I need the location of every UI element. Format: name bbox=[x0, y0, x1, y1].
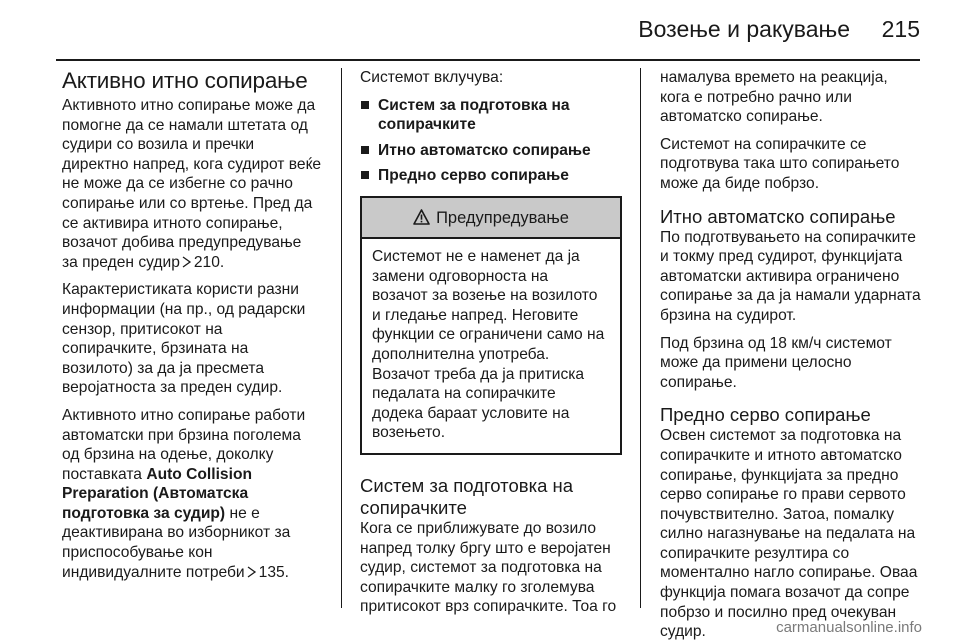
bullet-square-icon bbox=[361, 171, 369, 179]
list-item-label: Итно автоматско сопирање bbox=[378, 141, 591, 159]
warning-triangle-icon bbox=[413, 209, 430, 225]
page-reference-icon bbox=[181, 256, 192, 268]
column-right bbox=[660, 68, 926, 642]
paragraph: Карактеристиката користи разни информации (на пр., од радарски сензор, притисокот на сопирачките, брзината на возилото) за да ја пресмета веројатноста за преден судир. bbox=[62, 281, 306, 397]
bullet-square-icon bbox=[361, 101, 369, 109]
subsection-title: Итно автоматско сопирање bbox=[660, 205, 896, 227]
column-left bbox=[62, 68, 328, 590]
paragraph-text: Активното итно сопирање работи автоматски при брзина поголема од брзина на одење, доколку поставката bbox=[62, 406, 306, 483]
paragraph bbox=[62, 406, 328, 582]
warning-title: Предупредување bbox=[436, 208, 569, 227]
watermark: carmanualsonline.info bbox=[776, 619, 922, 636]
column-middle bbox=[360, 68, 628, 625]
column-divider bbox=[640, 68, 641, 608]
warning-header bbox=[362, 198, 620, 239]
paragraph: Возачот треба да ја притиска педалата на сопирачките додека бараат условите на возењето. bbox=[372, 365, 585, 442]
list-item-label: Систем за подготовка на сопирачките bbox=[378, 96, 570, 134]
page-header bbox=[0, 0, 960, 62]
running-title: Возење и ракување bbox=[638, 16, 850, 42]
header-rule bbox=[56, 59, 920, 61]
subsection-title: Предно серво сопирање bbox=[660, 404, 871, 426]
paragraph: Под брзина од 18 км/ч системот може да примени целосно сопирање. bbox=[660, 334, 892, 391]
list-item bbox=[360, 96, 628, 135]
list-item bbox=[360, 166, 628, 186]
page-reference[interactable]: 135. bbox=[258, 563, 289, 581]
paragraph: Кога се приближувате до возило напред толку бргу што е веројатен судир, системот за подготовка на сопирачките малку го зголемува притисокот врз сопирачките. Тоа го bbox=[360, 519, 617, 616]
paragraph-text: не е деактивирана во изборникот за приспособување кон индивидуалните потреби bbox=[62, 504, 291, 581]
bullet-square-icon bbox=[361, 146, 369, 154]
warning-box bbox=[360, 196, 622, 455]
paragraph-text: Активното итно сопирање може да помогне да се намали штетата од судири со возила и пречки директно напред, кога судирот веќе не може да се избегне со рачно сопирање или со вртење. Пред да се активира итното сопирање, возачот добива предупредување за преден судир bbox=[62, 97, 322, 271]
list-item bbox=[360, 141, 628, 161]
paragraph: Системот не е наменет да ја замени одговорноста на возачот за возење на возилото и гледање напред. Неговите функции се ограничени само на дополнителна употреба. bbox=[372, 247, 605, 363]
setting-name: Auto Collision Preparation (Автоматска подготовка за судир) bbox=[62, 465, 252, 522]
page-reference-icon bbox=[246, 566, 257, 578]
feature-list bbox=[360, 96, 628, 186]
page-reference[interactable]: 210. bbox=[193, 253, 225, 271]
column-divider bbox=[341, 68, 342, 608]
list-item-label: Предно серво сопирање bbox=[378, 167, 569, 185]
paragraph: Системот на сопирачките се подготвува така што сопирањето може да биде побрзо. bbox=[660, 135, 900, 192]
warning-body bbox=[362, 239, 620, 453]
subsection-title: Систем за подготовка на сопирачките bbox=[360, 474, 574, 518]
paragraph bbox=[62, 96, 328, 272]
paragraph: намалува времето на реакција, кога е потребно рачно или автоматско сопирање. bbox=[660, 69, 888, 126]
paragraph: Освен системот за подготовка на сопирачките и итното автоматско сопирање, функцијата за предно серво сопирање го прави сервото почувствително. Затоа, помалку силно нагазнување на педалата на сопирачките резултира со моментално нагло сопирање. Оваа функција помага возачот да сопре побрзо и посилно пред очекуван судир. bbox=[660, 427, 918, 641]
page-number: 215 bbox=[881, 16, 920, 42]
paragraph: По подготвувањето на сопирачките и токму пред судирот, функцијата автоматски активира ограничено сопирање за да ја намали ударната брзина на судирот. bbox=[660, 228, 921, 324]
section-title: Активно итно сопирање bbox=[62, 68, 308, 93]
paragraph: Системот вклучува: bbox=[360, 69, 504, 86]
